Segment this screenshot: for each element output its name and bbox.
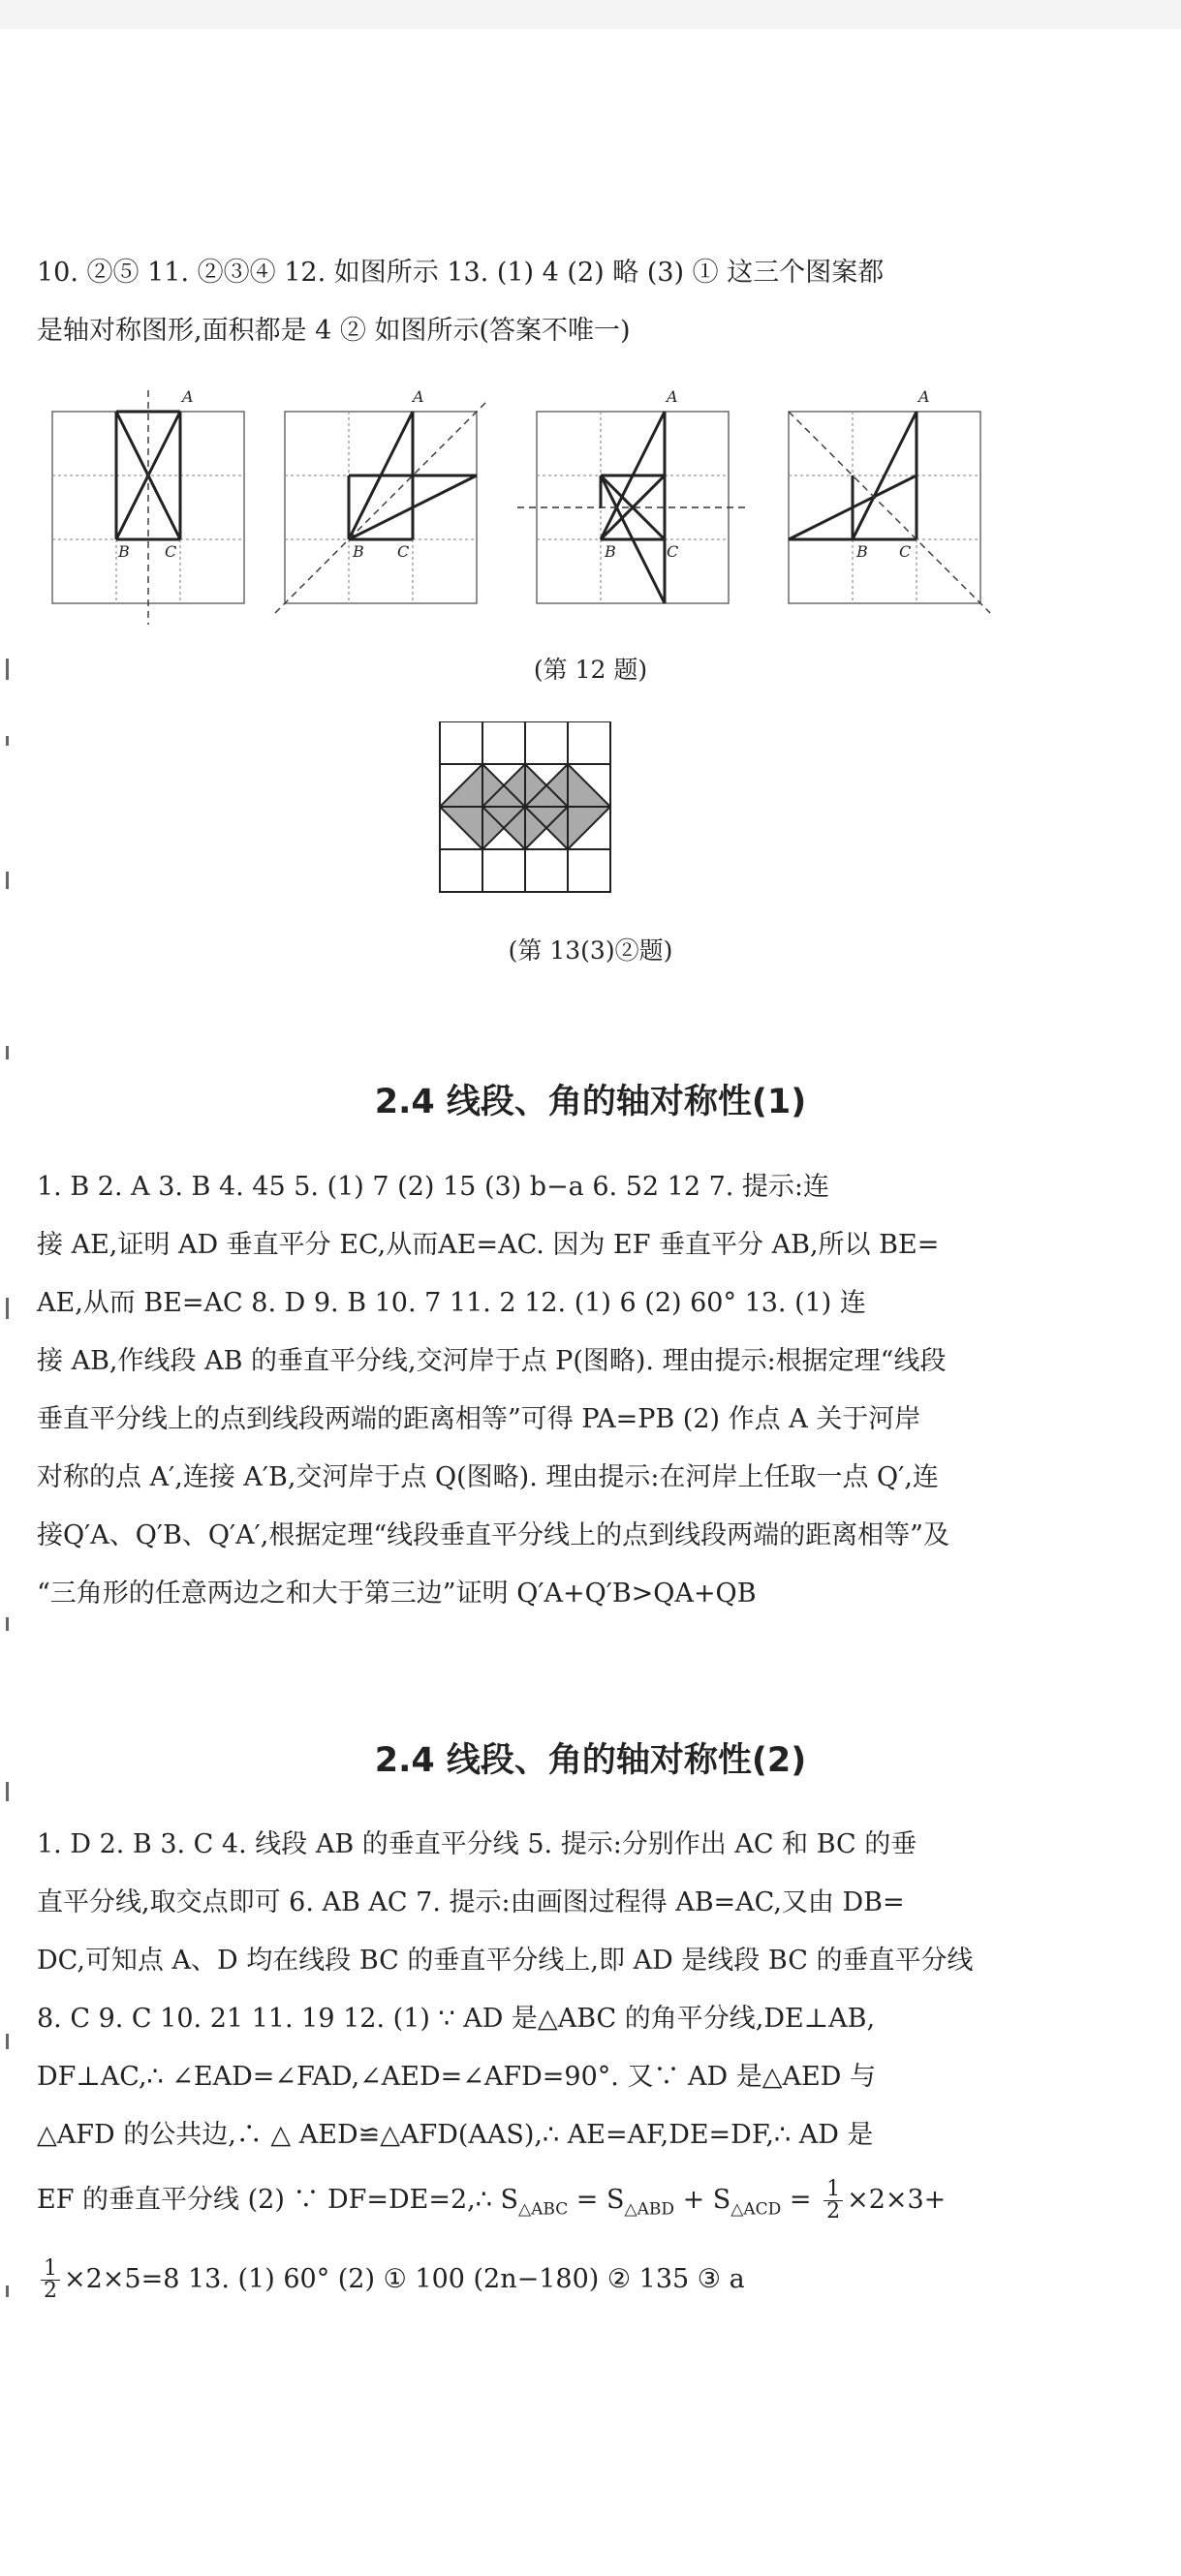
s2-line-7-post: ×2×3+ xyxy=(847,2185,947,2215)
s2-line-7-text: EF 的垂直平分线 (2) ∵ DF=DE=2,∴ S xyxy=(37,2185,519,2215)
s1-line-6: 对称的点 A′,连接 A′B,交河岸于点 Q(图略). 理由提示:在河岸上任取一点 Q′,连 xyxy=(37,1462,939,1492)
s2-line-3: DC,可知点 A、D 均在线段 BC 的垂直平分线上,即 AD 是线段 BC 的垂直平分线 xyxy=(37,1946,974,1976)
figure-12 xyxy=(39,383,1008,634)
fig12-label-a-2: A xyxy=(413,387,424,406)
s2-line-1: 1. D 2. B 3. C 4. 线段 AB 的垂直平分线 5. 提示:分别作出 AC 和 BC 的垂 xyxy=(37,1829,917,1859)
plus: + S xyxy=(673,2185,731,2215)
fraction-half xyxy=(824,2179,843,2223)
frac-num-2: 1 xyxy=(41,2258,60,2281)
s1-line-7: 接Q′A、Q′B、Q′A′,根据定理“线段垂直平分线上的点到线段两端的距离相等”及 xyxy=(37,1520,949,1550)
fig12-label-a-3: A xyxy=(667,387,678,406)
fig12-label-a-4: A xyxy=(918,387,930,406)
s1-line-3: AE,从而 BE=AC 8. D 9. B 10. 7 11. 2 12. (1) 6 (2) 60° 13. (1) 连 xyxy=(37,1288,866,1318)
s2-line-8-post: ×2×5=8 13. (1) 60° (2) ① 100 (2n−180) ② 135 ③ a xyxy=(64,2264,745,2294)
frac-den: 2 xyxy=(826,2199,841,2223)
fig12-label-b-2: B xyxy=(353,542,364,561)
figure-13-caption: (第 13(3)②题) xyxy=(508,936,673,965)
page-top-band xyxy=(0,0,1181,29)
fig12-label-c-3: C xyxy=(667,542,679,561)
s1-line-1: 1. B 2. A 3. B 4. 45 5. (1) 7 (2) 15 (3) b−a 6. 52 12 7. 提示:连 xyxy=(37,1172,830,1202)
eq-2: = xyxy=(781,2185,821,2215)
frac-den-2: 2 xyxy=(44,2279,57,2303)
sub-acd: △ACD xyxy=(730,2199,782,2220)
binding-margin-marks xyxy=(2,639,16,2479)
fig12-label-b-3: B xyxy=(605,542,616,561)
answer-line-2: 是轴对称图形,面积都是 4 ② 如图所示(答案不唯一) xyxy=(37,316,631,346)
fig12-label-c-4: C xyxy=(899,542,912,561)
s2-line-7 xyxy=(37,2179,946,2228)
s1-line-4: 接 AB,作线段 AB 的垂直平分线,交河岸于点 P(图略). 理由提示:根据定理“线段 xyxy=(37,1346,947,1376)
s2-line-4: 8. C 9. C 10. 21 11. 19 12. (1) ∵ AD 是△ABC 的角平分线,DE⊥AB, xyxy=(37,2004,876,2034)
s1-line-2: 接 AE,证明 AD 垂直平分 EC,从而AE=AC. 因为 EF 垂直平分 AB,所以 BE= xyxy=(37,1230,940,1260)
s2-line-8 xyxy=(37,2258,745,2302)
s2-line-5: DF⊥AC,∴ ∠EAD=∠FAD,∠AED=∠AFD=90°. 又∵ AD 是△AED 与 xyxy=(37,2062,876,2092)
fig12-label-c-2: C xyxy=(397,542,410,561)
s2-line-2: 直平分线,取交点即可 6. AB AC 7. 提示:由画图过程得 AB=AC,又由 DB= xyxy=(37,1887,905,1917)
figure-13 xyxy=(434,721,618,905)
section-2-title: 2.4 线段、角的轴对称性(2) xyxy=(374,1741,807,1780)
s1-line-8: “三角形的任意两边之和大于第三边”证明 Q′A+Q′B>QA+QB xyxy=(37,1579,757,1609)
fig12-label-c-1: C xyxy=(165,542,177,561)
sub-abd: △ABD xyxy=(624,2199,674,2220)
s2-line-6: △AFD 的公共边,∴ △ AED≌△AFD(AAS),∴ AE=AF,DE=DF,∴ AD 是 xyxy=(37,2120,874,2150)
s1-line-5: 垂直平分线上的点到线段两端的距离相等”可得 PA=PB (2) 作点 A 关于河岸 xyxy=(37,1404,921,1434)
fig12-label-b-4: B xyxy=(856,542,868,561)
section-1-title: 2.4 线段、角的轴对称性(1) xyxy=(374,1083,807,1121)
answer-line-1: 10. ②⑤ 11. ②③④ 12. 如图所示 13. (1) 4 (2) 略 (3) ① 这三个图案都 xyxy=(37,258,885,288)
fraction-half-2 xyxy=(41,2258,60,2302)
frac-num: 1 xyxy=(824,2179,843,2201)
fig12-label-b-1: B xyxy=(118,542,130,561)
eq-1: = S xyxy=(568,2185,625,2215)
figure-12-caption: (第 12 题) xyxy=(533,656,648,684)
fig12-label-a-1: A xyxy=(182,387,194,406)
sub-abc: △ABC xyxy=(518,2199,569,2220)
